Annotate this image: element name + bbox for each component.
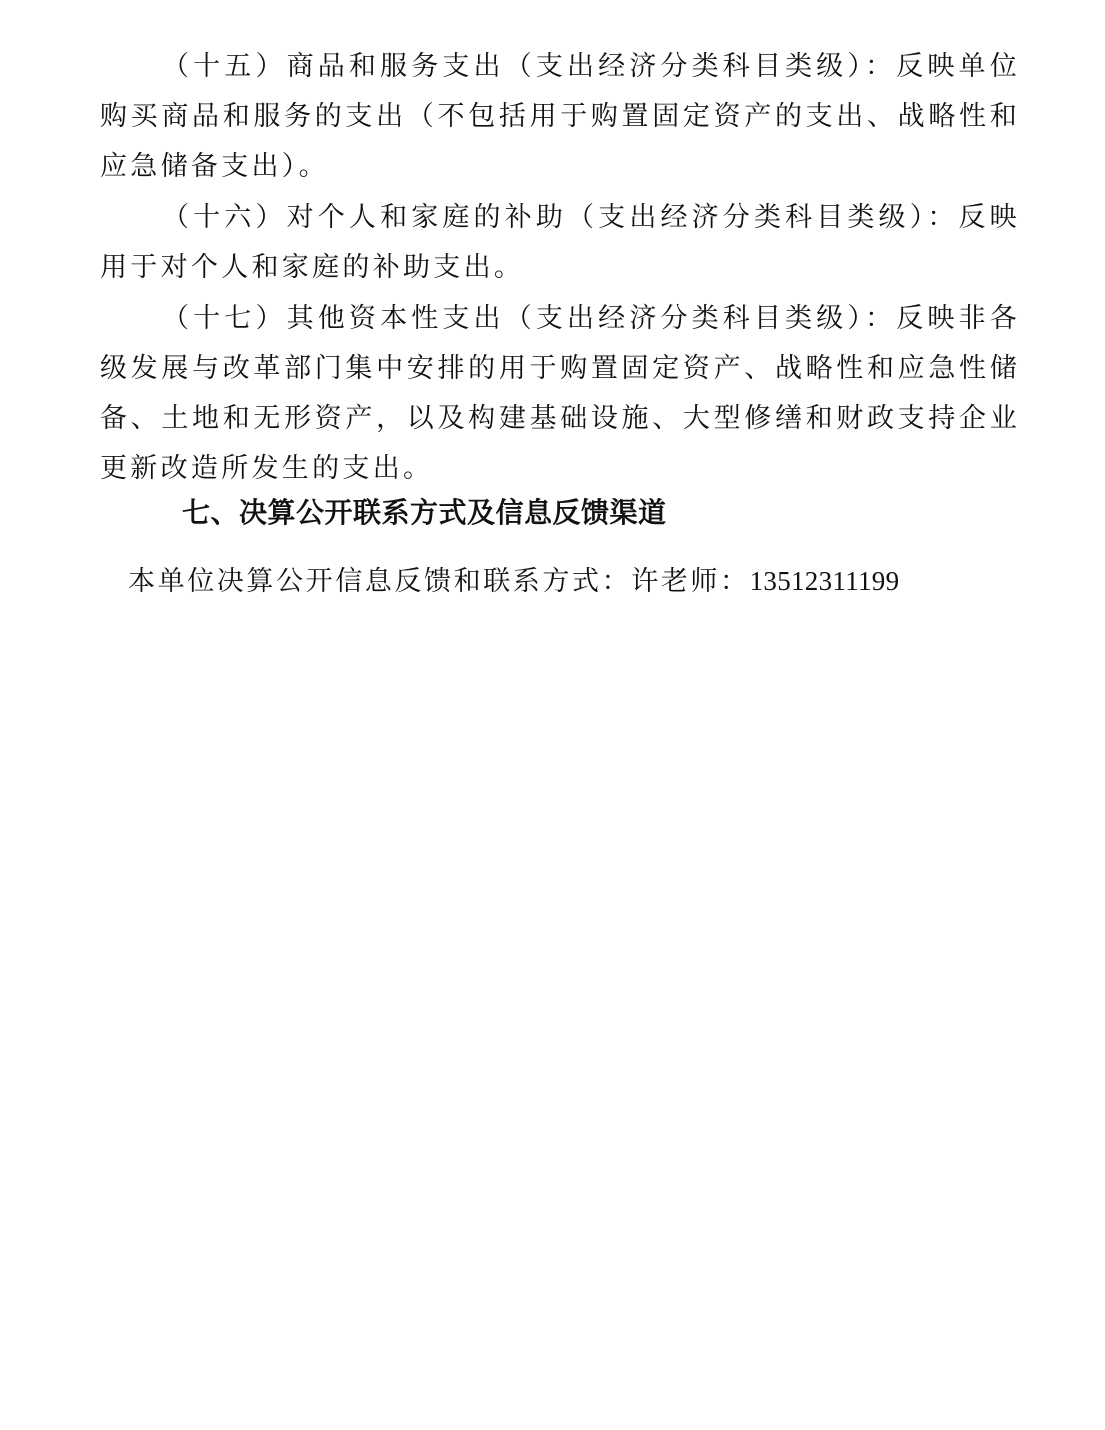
paragraph-body: 反映非各级发展与改革部门集中安排的用于购置固定资产、战略性和应急性储备、土地和无形资产，以及构建基础设施、大型修缮和财政支持企业更新改造所发生的支出。 [100, 303, 1021, 484]
contact-label: 本单位决算公开信息反馈和联系方式：许老师： [128, 566, 750, 597]
paragraph-household-subsidy [100, 193, 1020, 293]
paragraph-body: 反映用于对个人和家庭的补助支出。 [100, 202, 1020, 283]
paragraph-term: （十七）其他资本性支出（支出经济分类科目类级）： [162, 303, 897, 334]
paragraph-goods-services [100, 42, 1020, 192]
contact-line [128, 556, 899, 607]
contact-phone: 13512311199 [749, 566, 900, 596]
paragraph-term: （十五）商品和服务支出（支出经济分类科目类级）： [162, 51, 897, 82]
paragraph-term: （十六）对个人和家庭的补助（支出经济分类科目类级）： [162, 202, 959, 233]
paragraph-other-capital [100, 294, 1020, 494]
paragraph-body: 反映单位购买商品和服务的支出（不包括用于购置固定资产的支出、战略性和应急储备支出）。 [100, 51, 1021, 182]
section-heading: 七、决算公开联系方式及信息反馈渠道 [182, 496, 667, 529]
